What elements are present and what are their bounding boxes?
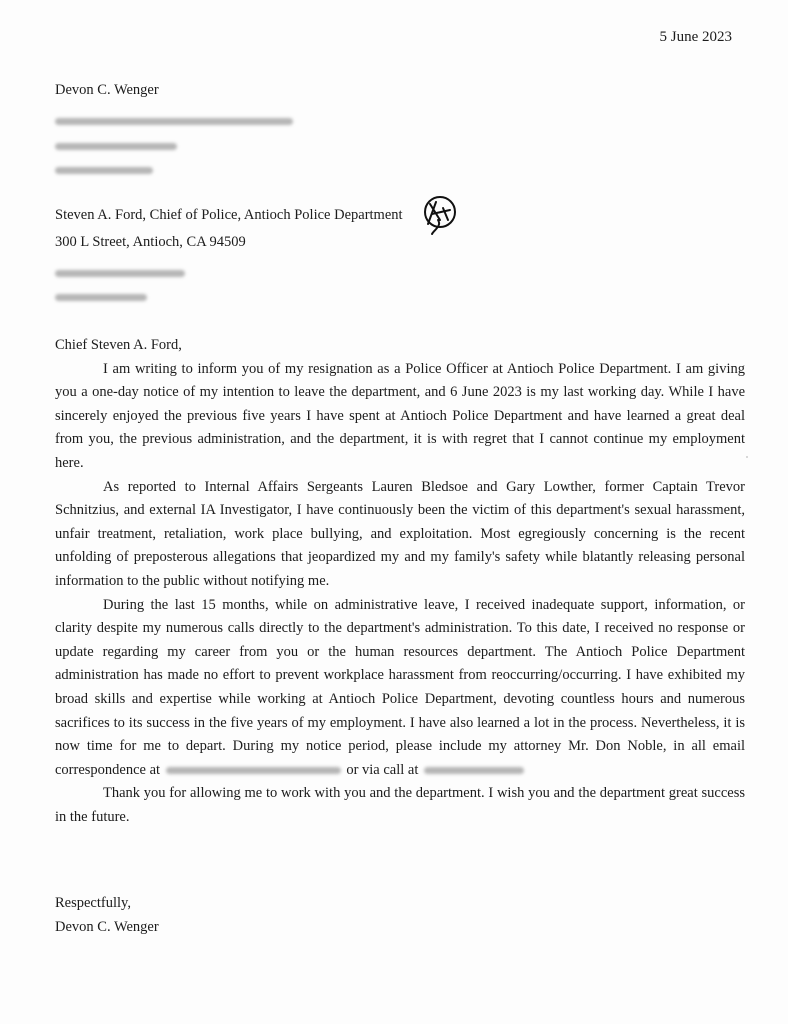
- sender-name: Devon C. Wenger: [55, 82, 159, 98]
- paragraph-4: Thank you for allowing me to work with you and the department. I wish you and the department great success in the future.: [55, 785, 745, 825]
- sender-phone-redacted: [55, 161, 153, 179]
- closing: Respectfully,: [55, 895, 131, 911]
- letter-body: [55, 334, 745, 829]
- paragraph-3-text: During the last 15 months, while on administrative leave, I received inadequate support, information, or clarity despite my numerous calls directly to the department's administration. To this date, I received no response or update regarding my career from you or the human resources department. The Antioch Police Department administration has made no effort to prevent workplace harassment from reoccurring/occurring. I have exhibited my broad skills and expertise while working at Antioch Police Department, devoting countless hours and numerous sacrifices to its success in the five years of my employment. I have also learned a lot in the process. Nevertheless, it is now time for me to depart. During my notice period, please include my attorney Mr. Don Noble, in all email correspondence at: [55, 596, 745, 778]
- salutation: Chief Steven A. Ford,: [55, 337, 182, 353]
- signature-name: Devon C. Wenger: [55, 919, 159, 935]
- paragraph-2: As reported to Internal Affairs Sergeants Lauren Bledsoe and Gary Lowther, former Captain Trevor Schnitzius, and external IA Investigator, I have continuously been the victim of this department's sexual harassment, unfair treatment, retaliation, work place bullying, and exploitation. Most egregiously concerning is the recent unfolding of preposterous allegations that jeopardized my and my family's safety while blatantly releasing personal information to the public without notifying me.: [55, 478, 745, 589]
- scan-speck: [746, 456, 748, 458]
- recipient-street: 300 L Street, Antioch, CA 94509: [55, 234, 246, 250]
- recipient-name-title: Steven A. Ford, Chief of Police, Antioch Police Department: [55, 207, 403, 223]
- letter-date: 5 June 2023: [659, 29, 732, 45]
- recipient-phone-redacted: [55, 288, 147, 306]
- handwritten-initials-icon: [410, 190, 462, 242]
- recipient-email-redacted: [55, 264, 185, 282]
- paragraph-1: I am writing to inform you of my resignation as a Police Officer at Antioch Police Department. I am giving you a one-day notice of my intention to leave the department, and 6 June 2023 is my last working day. While I have sincerely enjoyed the previous five years I have spent at Antioch Police Department and have learned a great deal from you, the previous administration, and the department, it is with regret that I cannot continue my employment here.: [55, 360, 745, 471]
- paragraph-3: [55, 594, 745, 783]
- paragraph-3-connector: or via call at: [346, 761, 419, 778]
- attorney-email-redacted: [166, 767, 341, 774]
- sender-address-redacted: [55, 112, 293, 130]
- attorney-phone-redacted: [424, 767, 524, 774]
- sender-email-redacted: [55, 137, 177, 155]
